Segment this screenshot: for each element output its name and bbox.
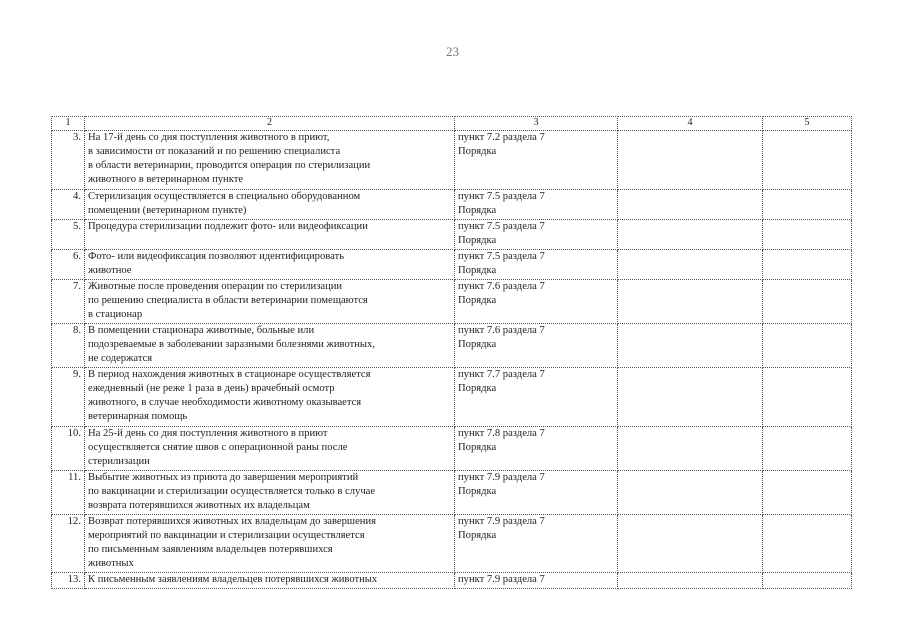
column-4-cell (618, 131, 763, 190)
row-number: 13. (52, 573, 85, 589)
column-5-cell (763, 220, 852, 250)
column-5-cell (763, 324, 852, 368)
column-5-cell (763, 368, 852, 427)
legal-reference: пункт 7.9 раздела 7 Порядка (455, 471, 618, 515)
row-number: 6. (52, 250, 85, 280)
row-number: 3. (52, 131, 85, 190)
table-row (52, 220, 852, 250)
column-5-cell (763, 190, 852, 220)
requirement-text: В период нахождения животных в стационаре осуществляется ежедневный (не реже 1 раза в день) врачебный осмотр животного, в случае необходимости животному оказывается ветеринарная помощь (85, 368, 455, 427)
requirement-text: Возврат потерявшихся животных их владельцам до завершения мероприятий по вакцинации и стерилизации осуществляется по письменным заявлениям владельцев потерявшихся животных (85, 515, 455, 573)
table-row (52, 131, 852, 190)
row-number: 7. (52, 280, 85, 324)
row-number: 12. (52, 515, 85, 573)
row-number: 10. (52, 427, 85, 471)
legal-reference: пункт 7.8 раздела 7 Порядка (455, 427, 618, 471)
column-4-cell (618, 220, 763, 250)
header-cell-5: 5 (763, 117, 852, 131)
column-5-cell (763, 427, 852, 471)
legal-reference: пункт 7.9 раздела 7 (455, 573, 618, 589)
requirement-text: Фото- или видеофиксация позволяют идентифицировать животное (85, 250, 455, 280)
column-4-cell (618, 573, 763, 589)
column-5-cell (763, 573, 852, 589)
legal-reference: пункт 7.5 раздела 7 Порядка (455, 250, 618, 280)
column-5-cell (763, 131, 852, 190)
requirement-text: В помещении стационара животные, больные или подозреваемые в заболевании заразными болезнями животных, не содержатся (85, 324, 455, 368)
header-cell-4: 4 (618, 117, 763, 131)
column-4-cell (618, 515, 763, 573)
legal-reference: пункт 7.7 раздела 7 Порядка (455, 368, 618, 427)
row-number: 4. (52, 190, 85, 220)
legal-reference: пункт 7.6 раздела 7 Порядка (455, 280, 618, 324)
column-4-cell (618, 427, 763, 471)
requirement-text: Стерилизация осуществляется в специально оборудованном помещении (ветеринарном пункте) (85, 190, 455, 220)
legal-reference: пункт 7.9 раздела 7 Порядка (455, 515, 618, 573)
table-row (52, 280, 852, 324)
column-4-cell (618, 250, 763, 280)
requirement-text: К письменным заявлениям владельцев потерявшихся животных (85, 573, 455, 589)
table-header-row (52, 117, 852, 131)
column-4-cell (618, 471, 763, 515)
header-cell-2: 2 (85, 117, 455, 131)
table-row (52, 250, 852, 280)
requirement-text: На 17-й день со дня поступления животного в приют, в зависимости от показаний и по решению специалиста в области ветеринарии, проводится операция по стерилизации животного в ветеринарном пункте (85, 131, 455, 190)
row-number: 11. (52, 471, 85, 515)
page-number: 23 (446, 44, 459, 59)
legal-reference: пункт 7.2 раздела 7 Порядка (455, 131, 618, 190)
table-row (52, 190, 852, 220)
legal-reference: пункт 7.5 раздела 7 Порядка (455, 190, 618, 220)
row-number: 5. (52, 220, 85, 250)
column-4-cell (618, 368, 763, 427)
requirement-text: Животные после проведения операции по стерилизации по решению специалиста в области ветеринарии помещаются в стационар (85, 280, 455, 324)
checklist-table (51, 116, 852, 589)
table-row (52, 471, 852, 515)
column-4-cell (618, 280, 763, 324)
column-4-cell (618, 324, 763, 368)
column-5-cell (763, 471, 852, 515)
column-5-cell (763, 515, 852, 573)
header-cell-1: 1 (52, 117, 85, 131)
table-row (52, 515, 852, 573)
row-number: 8. (52, 324, 85, 368)
table-row (52, 427, 852, 471)
table-row (52, 573, 852, 589)
column-5-cell (763, 280, 852, 324)
row-number: 9. (52, 368, 85, 427)
legal-reference: пункт 7.6 раздела 7 Порядка (455, 324, 618, 368)
legal-reference: пункт 7.5 раздела 7 Порядка (455, 220, 618, 250)
table-row (52, 324, 852, 368)
requirement-text: Выбытие животных из приюта до завершения мероприятий по вакцинации и стерилизации осуществляется только в случае возврата потерявшихся животных их владельцам (85, 471, 455, 515)
requirement-text: Процедура стерилизации подлежит фото- или видеофиксации (85, 220, 455, 250)
column-5-cell (763, 250, 852, 280)
requirement-text: На 25-й день со дня поступления животного в приют осуществляется снятие швов с операционной раны после стерилизации (85, 427, 455, 471)
header-cell-3: 3 (455, 117, 618, 131)
column-4-cell (618, 190, 763, 220)
table-row (52, 368, 852, 427)
